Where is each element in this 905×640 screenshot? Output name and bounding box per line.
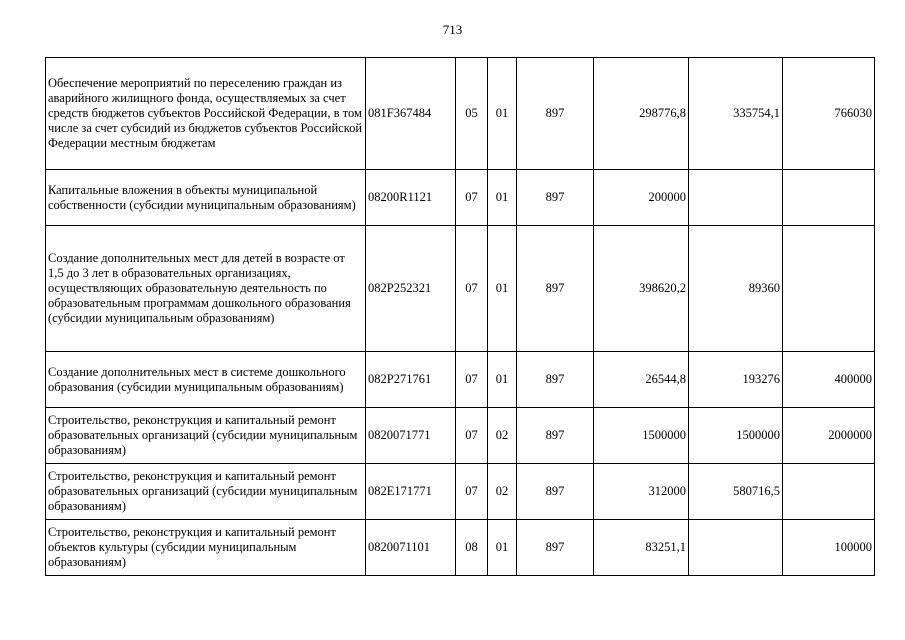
row-name-cell: Капитальные вложения в объекты муниципальной собственности (субсидии муниципальным образованиям): [46, 170, 366, 226]
target-article-code-cell: 08200R1121: [366, 170, 456, 226]
row-name-cell: Строительство, реконструкция и капитальный ремонт объектов культуры (субсидии муниципальным образованиям): [46, 520, 366, 576]
section-cell: 07: [456, 408, 488, 464]
table-row: [46, 408, 875, 464]
target-article-code-cell: 0820071101: [366, 520, 456, 576]
grbs-cell: 897: [517, 464, 594, 520]
section-cell: 08: [456, 520, 488, 576]
year2-amount-cell: 580716,5: [689, 464, 783, 520]
year1-amount-cell: 1500000: [594, 408, 689, 464]
year3-amount-cell: 400000: [783, 352, 875, 408]
row-name-cell: Создание дополнительных мест в системе дошкольного образования (субсидии муниципальным образованиям): [46, 352, 366, 408]
section-cell: 07: [456, 352, 488, 408]
grbs-cell: 897: [517, 520, 594, 576]
year2-amount-cell: 89360: [689, 226, 783, 352]
subsection-cell: 01: [488, 520, 517, 576]
section-cell: 07: [456, 464, 488, 520]
year1-amount-cell: 298776,8: [594, 58, 689, 170]
row-name-cell: Обеспечение мероприятий по переселению граждан из аварийного жилищного фонда, осуществляемых за счет средств бюджетов субъектов Российской Федерации, в том числе за счет субсидий из бюджетов субъектов Российской Федерации местным бюджетам: [46, 58, 366, 170]
table-row: [46, 58, 875, 170]
year2-amount-cell: [689, 170, 783, 226]
year1-amount-cell: 26544,8: [594, 352, 689, 408]
year1-amount-cell: 398620,2: [594, 226, 689, 352]
subsection-cell: 01: [488, 58, 517, 170]
year1-amount-cell: 312000: [594, 464, 689, 520]
table-row: [46, 170, 875, 226]
table-row: [46, 226, 875, 352]
grbs-cell: 897: [517, 170, 594, 226]
year2-amount-cell: 335754,1: [689, 58, 783, 170]
budget-table: [45, 57, 875, 576]
subsection-cell: 02: [488, 464, 517, 520]
target-article-code-cell: 0820071771: [366, 408, 456, 464]
section-cell: 05: [456, 58, 488, 170]
row-name-cell: Создание дополнительных мест для детей в возрасте от 1,5 до 3 лет в образовательных организациях, осуществляющих образовательную деятельность по образовательным программам дошкольного образования (субсидии муниципальным образованиям): [46, 226, 366, 352]
subsection-cell: 01: [488, 170, 517, 226]
year2-amount-cell: [689, 520, 783, 576]
target-article-code-cell: 081F367484: [366, 58, 456, 170]
year3-amount-cell: 100000: [783, 520, 875, 576]
year3-amount-cell: 766030: [783, 58, 875, 170]
year1-amount-cell: 83251,1: [594, 520, 689, 576]
year2-amount-cell: 193276: [689, 352, 783, 408]
target-article-code-cell: 082P271761: [366, 352, 456, 408]
year3-amount-cell: [783, 226, 875, 352]
target-article-code-cell: 082P252321: [366, 226, 456, 352]
grbs-cell: 897: [517, 58, 594, 170]
row-name-cell: Строительство, реконструкция и капитальный ремонт образовательных организаций (субсидии муниципальным образованиям): [46, 408, 366, 464]
page-number: 713: [442, 22, 463, 37]
section-cell: 07: [456, 170, 488, 226]
subsection-cell: 01: [488, 226, 517, 352]
grbs-cell: 897: [517, 408, 594, 464]
row-name-cell: Строительство, реконструкция и капитальный ремонт образовательных организаций (субсидии муниципальным образованиям): [46, 464, 366, 520]
grbs-cell: 897: [517, 226, 594, 352]
year3-amount-cell: 2000000: [783, 408, 875, 464]
year1-amount-cell: 200000: [594, 170, 689, 226]
grbs-cell: 897: [517, 352, 594, 408]
table-row: [46, 520, 875, 576]
table-row: [46, 464, 875, 520]
section-cell: 07: [456, 226, 488, 352]
subsection-cell: 02: [488, 408, 517, 464]
table-row: [46, 352, 875, 408]
target-article-code-cell: 082E171771: [366, 464, 456, 520]
year2-amount-cell: 1500000: [689, 408, 783, 464]
subsection-cell: 01: [488, 352, 517, 408]
year3-amount-cell: [783, 464, 875, 520]
year3-amount-cell: [783, 170, 875, 226]
